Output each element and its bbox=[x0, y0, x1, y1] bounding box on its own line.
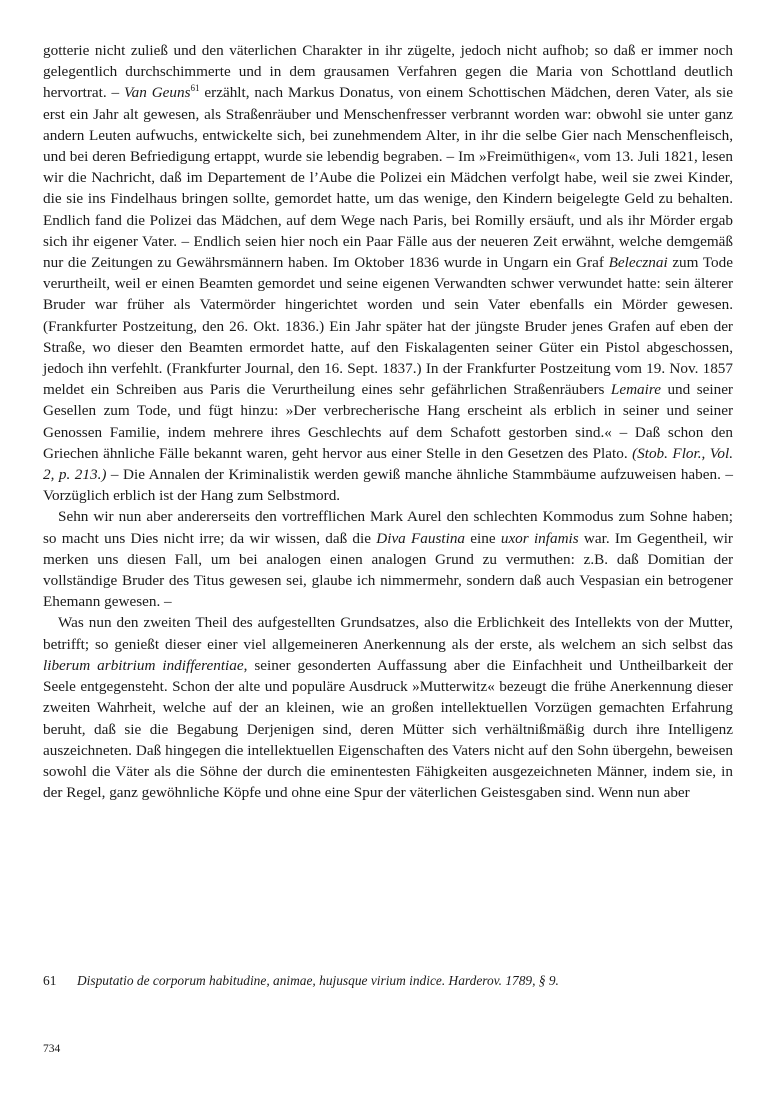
page-number: 734 bbox=[43, 1043, 61, 1055]
italic-text: uxor infamis bbox=[500, 529, 579, 547]
text-run: – Die Annalen der Kriminalistik werden gewiß manche ähnliche Stammbäume aufzuweisen haben. – Vorzüglich erblich ist der Hang zum Selbstmord. bbox=[43, 466, 733, 505]
italic-text: Van Geuns bbox=[124, 84, 191, 102]
text-run: eine bbox=[465, 529, 501, 547]
paragraph bbox=[43, 612, 733, 803]
italic-text: Belecznai bbox=[608, 254, 668, 272]
paragraph bbox=[43, 506, 733, 612]
text-run: gotterie nicht zuließ und den väterlichen Charakter in ihr zügelte, jedoch nicht aufhob; so daß er immer noch gelegentlich durchschimmerte und in dem grausamen Verfahren gegen die Maria von Schottland deutlich hervortrat. – bbox=[43, 42, 733, 102]
text-run: Sehn wir nun aber andererseits den vortrefflichen Mark Aurel den schlechten Kommodus zum Sohne haben; so macht uns Dies nicht irre; da wir wissen, daß die bbox=[43, 508, 733, 547]
text-run: erzählt, nach Markus Donatus, von einem Schottischen Mädchen, deren Vater, als sie erst ein Jahr alt gewesen, als Straßenräuber und Menschenfresser verbrannt worden war: obwohl sie unter ganz andern Leuten aufwuchs, entwickelte sich, bei zunehmendem Alter, in ihr die selbe Gier nach Menschenfleisch, und bei deren Befriedigung ertappt, wurde sie lebendig begraben. – Im »Freimüthigen«, vom 13. Juli 1821, lesen wir die Nachricht, daß im Departement de l’Aube die Polizei ein Mädchen verfolgt habe, weil sie zwei Kinder, die sie ins Findelhaus bringen sollte, gemordet hatte, um das wenige, den Kindern beigelegte Geld zu behalten. Endlich fand die Polizei das Mädchen, auf dem Wege nach Paris, bei Romilly ersäuft, und als ihr Mörder ergab sich ihr eigener Vater. – Endlich seien hier noch ein Paar Fälle aus der neueren Zeit erwähnt, welche demgemäß nur die Zeitungen zu Gewährsmännern haben. Im Oktober 1836 wurde in Ungarn ein Graf bbox=[43, 84, 733, 272]
italic-text: Lemaire bbox=[610, 381, 661, 399]
footnote-reference: 61 bbox=[190, 83, 200, 94]
main-text bbox=[43, 40, 733, 803]
text-run: und seiner Gesellen zum Tode, und fügt hinzu: »Der verbrecherische Hang erscheint als erblich in seiner und seiner Genossen Familie, indem mehrere ihres Geschlechts auf dem Schafott gestorben sind.« – Daß schon den Griechen ähnliche Fälle bekannt waren, geht hervor aus einer Stelle in den Gesetzen des Plato. bbox=[43, 381, 733, 462]
paragraph bbox=[43, 40, 733, 506]
page-body bbox=[43, 40, 733, 803]
italic-text: liberum arbitrium indifferentiae bbox=[43, 656, 244, 674]
text-run: Was nun den zweiten Theil des aufgestellten Grundsatzes, also die Erblichkeit des Intellekts von der Mutter, betrifft; so genießt dieser einer viel allgemeineren Anerkennung als der erste, als welchem an sich selbst das bbox=[43, 614, 733, 653]
text-run: zum Tode verurtheilt, weil er einen Beamten gemordet und seine eigenen Verwandten schwer verwundet hatte: sein älterer Bruder war früher als Vatermörder hingerichtet worden und sein Vater ebenfalls ein Mörder gewesen. (Frankfurter Postzeitung, den 26. Okt. 1836.) Ein Jahr später hat der jüngste Bruder jenes Grafen auf eben der Straße, wo dieser den Beamten ermordet hatte, auf den Fiskalagenten seiner Güter ein Pistol abgeschossen, jedoch ihn verfehlt. (Frankfurter Journal, den 16. Sept. 1837.) In der Frankfurter Postzeitung vom 19. Nov. 1857 meldet ein Schreiben aus Paris die Verurtheilung eines sehr gefährlichen Straßenräubers bbox=[43, 254, 733, 399]
italic-text: (Stob. Flor., Vol. 2, p. 213.) bbox=[43, 444, 733, 484]
italic-text: Diva Faustina bbox=[376, 529, 466, 547]
footnote-number: 61 bbox=[43, 973, 57, 988]
text-run: , seiner gesonderten Auffassung aber die Einfachheit und Untheilbarkeit der Seele entgegensteht. Schon der alte und populäre Ausdruck »Mutterwitz« bezeugt die frühe Anerkennung dieser zweiten Wahrheit, welche auf der an kleinen, wie an großen intellektuellen Vorzügen gemachten Erfahrung beruht, daß sie die Begabung Derjenigen sind, deren Mütter sich verhältnißmäßig durch ihre Intelligenz auszeichneten. Daß hingegen die intellektuellen Eigenschaften des Vaters nicht auf den Sohn übergehn, beweisen sowohl die Väter als die Söhne der durch die eminentesten Fähigkeiten ausgezeichneten Männer, indem sie, in der Regel, ganz gewöhnliche Köpfe und ohne eine Spur der väterlichen Geistesgaben sind. Wenn nun aber bbox=[43, 656, 733, 802]
footnote bbox=[43, 972, 733, 990]
text-run: war. Im Gegentheil, wir merken uns diesen Fall, um bei analogen einen analogen Grund zu vermuthen: z.B. daß Domitian der vollständige Bruder des Titus gewesen sei, glaube ich nimmermehr, sondern daß auch Vespasian ein betrogener Ehemann gewesen. – bbox=[43, 529, 733, 611]
footnote-text: Disputatio de corporum habitudine, animae, hujusque virium indice. Harderov. 1789, § 9. bbox=[77, 973, 559, 988]
